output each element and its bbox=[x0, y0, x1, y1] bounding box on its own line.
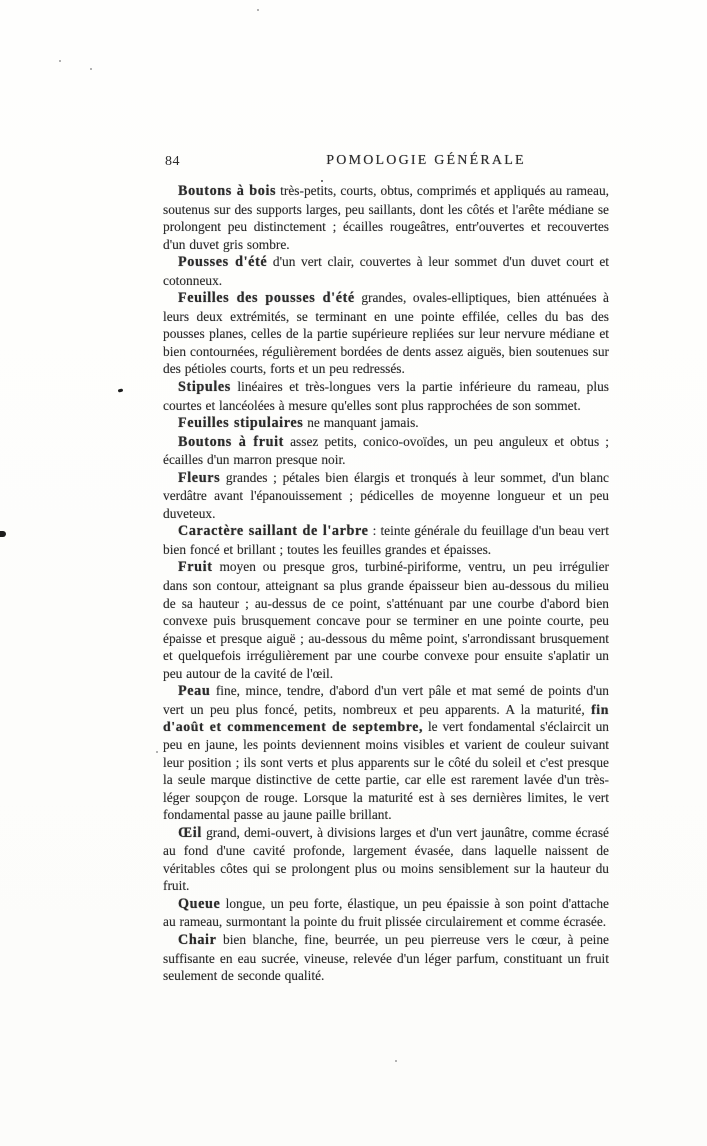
paragraph-text: : teinte générale du feuillage d'un beau vert bien foncé et brillant ; toutes les feuilles grandes et épaisses. bbox=[163, 523, 609, 557]
term-label: Boutons à fruit bbox=[178, 433, 284, 450]
term-label: Feuilles des pousses d'été bbox=[178, 290, 355, 307]
paragraph-text: linéaires et très-longues vers la partie inférieure du rameau, plus courtes et lancéolées à mesure qu'elles sont plus rapprochées de son sommet. bbox=[163, 379, 609, 413]
paragraph bbox=[163, 824, 609, 895]
paragraph-text: moyen ou presque gros, turbiné-piriforme, ventru, un peu irrégulier dans son contour, atteignant sa plus grande épaisseur bien au-dessous du milieu de sa hauteur ; au-dessus de ce point, s'atténuant par une courbe d'abord bien convexe puis brusquement concave pour se terminer en une pointe courte, peu épaisse et presque aiguë ; au-dessous du même point, s'arrondissant brusquement et quelquefois irrégulièrement par une courbe convexe pour ensuite s'aplatir un peu autour de la cavité de l'œil. bbox=[163, 559, 609, 681]
paragraph-text: grandes ; pétales bien élargis et tronqués à leur sommet, d'un blanc verdâtre avant l'épanouissement ; pédicelles de moyenne longueur et un peu duveteux. bbox=[163, 469, 609, 521]
paragraph bbox=[163, 558, 609, 682]
scan-speck bbox=[321, 180, 323, 182]
paragraph bbox=[163, 522, 609, 558]
paragraph bbox=[163, 378, 609, 414]
paragraph-text: fine, mince, tendre, d'abord d'un vert pâle et mat semé de points d'un vert un peu plus foncé, petits, nombreux et peu apparents. A la maturité, bbox=[163, 683, 609, 717]
paragraph bbox=[163, 289, 609, 378]
bold-emphasis: fin d'août et commencement de septembre, bbox=[163, 701, 609, 735]
term-label: Œil bbox=[178, 824, 202, 841]
page-body bbox=[163, 182, 609, 985]
scan-speck bbox=[90, 68, 92, 70]
paragraph bbox=[163, 253, 609, 289]
term-label: Pousses d'été bbox=[178, 254, 268, 271]
paragraph bbox=[163, 469, 609, 523]
scan-speck bbox=[257, 9, 259, 11]
term-label: Fruit bbox=[178, 559, 213, 576]
paragraph-text: bien blanche, fine, beurrée, un peu pierreuse vers le cœur, à peine suffisante en eau sucrée, vineuse, relevée d'un léger parfum, constituant un fruit seulement de seconde qualité. bbox=[163, 931, 609, 984]
paragraph-text: grandes, ovales-elliptiques, bien atténuées à leurs deux extrémités, se terminant en une pointe effilée, celles du bas des pousses planes, celles de la partie supérieure repliées sur leur nervure médiane et bien contournées, régulièrement bordées de dents assez aiguës, bien soutenues sur des pétioles courts, forts et un peu redressés. bbox=[163, 290, 609, 377]
paragraph-text: grand, demi-ouvert, à divisions larges et d'un vert jaunâtre, comme écrasé au fond d'une cavité profonde, largement évasée, dans laquelle naissent de véritables côtes qui se prolongent plus ou moins sensiblement sur la hauteur du fruit. bbox=[163, 824, 609, 894]
term-label: Stipules bbox=[178, 379, 231, 396]
term-label: Queue bbox=[178, 895, 221, 912]
scan-speck bbox=[156, 751, 158, 753]
ink-blot bbox=[0, 531, 6, 537]
scan-speck bbox=[59, 60, 61, 62]
page-number: 84 bbox=[165, 154, 180, 169]
paragraph-text: d'un vert clair, couvertes à leur sommet d'un duvet court et cotonneux. bbox=[163, 254, 609, 288]
paragraph bbox=[163, 414, 609, 433]
term-label: Boutons à bois bbox=[178, 183, 277, 199]
paragraph-text: assez petits, conico-ovoïdes, un peu anguleux et obtus ; écailles d'un marron presque noir. bbox=[163, 433, 609, 468]
term-label: Peau bbox=[178, 683, 211, 700]
term-label: Fleurs bbox=[178, 469, 221, 486]
paragraph-text: le vert fondamental s'éclaircit un peu en jaune, les points deviennent moins visibles et varient de couleur suivant leur position ; ils sont verts et plus apparents sur le côté du soleil et c'est presque la seule marque distinctive de cette partie, car elle est rarement lavée d'un très-léger soupçon de rouge. Lorsque la maturité est à ses dernières limites, le vert fondamental passe au jaune paille brillant. bbox=[163, 719, 610, 823]
paragraph-text: très-petits, courts, obtus, comprimés et appliqués au rameau, soutenus sur des supports larges, peu saillants, dont les côtés et l'arête médiane se prolongent peu distinctement ; écailles rougeâtres, entr'ouvertes et recouvertes d'un duvet gris sombre. bbox=[163, 183, 609, 252]
scan-speck bbox=[395, 1060, 397, 1062]
term-label: Chair bbox=[178, 931, 217, 948]
paragraph bbox=[163, 682, 609, 823]
paragraph bbox=[163, 433, 609, 469]
paragraph bbox=[163, 895, 609, 931]
paragraph bbox=[163, 182, 609, 253]
paragraph-text: ne manquant jamais. bbox=[303, 415, 419, 431]
term-label: Caractère saillant de l'arbre bbox=[178, 523, 369, 540]
paragraph bbox=[163, 931, 609, 985]
term-label: Feuilles stipulaires bbox=[178, 415, 304, 432]
paragraph-text: longue, un peu forte, élastique, un peu épaissie à son point d'attache au rameau, surmontant la pointe du fruit plissée circulairement et comme écrasée. bbox=[163, 895, 609, 930]
running-title: POMOLOGIE GÉNÉRALE bbox=[326, 153, 526, 168]
page-header bbox=[163, 153, 609, 173]
